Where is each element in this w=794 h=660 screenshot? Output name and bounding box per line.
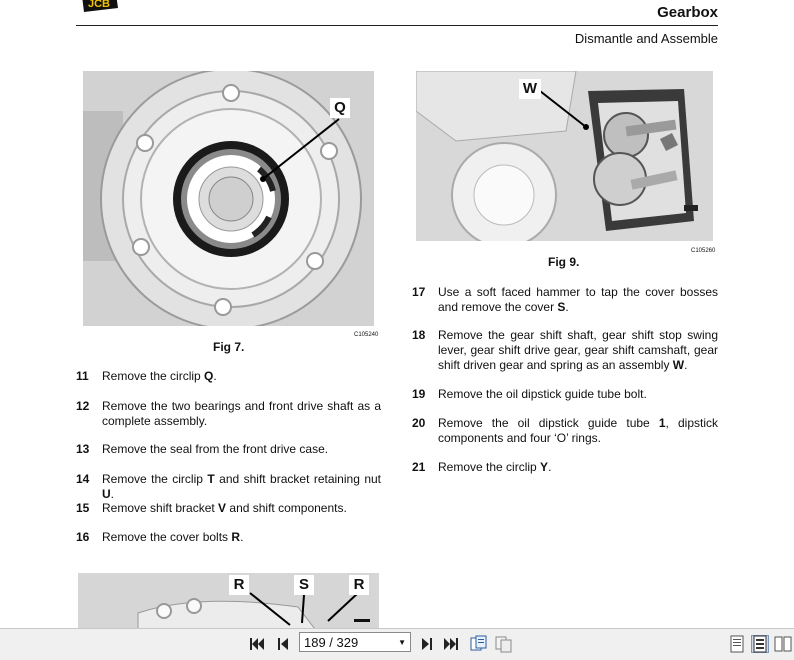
step-text-run: . [565,300,569,314]
step-text-run: . [240,530,244,544]
figure-bottom-image [78,573,379,628]
step-reference-label: R [231,530,241,544]
step-number: 21 [412,460,426,474]
figure-9-caption: Fig 9. [548,255,580,269]
step-number: 15 [76,501,90,515]
figure-7-caption: Fig 7. [213,340,245,354]
step-text [102,399,381,429]
next-page-icon [421,637,433,651]
step-text [438,285,718,315]
step-number: 12 [76,399,90,413]
dropdown-arrow-icon: ▼ [398,638,406,647]
step-text [438,416,718,446]
page-indicator: 189 / 329 [304,635,359,650]
step-text-run: Remove the circlip [102,369,205,383]
step-number: 18 [412,328,426,342]
step-text-run: . [213,369,217,383]
continuous-icon [494,635,512,653]
step-text [438,460,718,475]
first-page-button[interactable] [248,635,266,653]
callout-r-right: R [349,575,369,595]
step-text-run: . [548,460,552,474]
continuous-view-button[interactable] [751,635,769,653]
step-number: 20 [412,416,426,430]
figure-7-code: C105240 [354,332,379,338]
step-reference-label: V [218,501,227,515]
last-page-icon [443,637,459,651]
book-view-button[interactable] [774,635,792,653]
step-text-run: Remove the gear shift shaft, gear shift stop swing lever, gear shift drive gear, gear shift camshaft, gear shift driven gear and spring as an assembly [438,328,718,372]
figure-9-image [416,71,713,241]
step-reference-label: Y [540,460,549,474]
step-text-run: and shift components. [226,501,347,515]
step-text-run: and shift bracket retaining nut [214,472,381,486]
next-page-button[interactable] [418,635,436,653]
figure-9-code: C105260 [691,248,716,254]
step-reference-label: 1 [658,416,666,430]
previous-page-icon [277,637,289,651]
step-number: 17 [412,285,426,299]
step-text-run: Remove the circlip [438,460,541,474]
book-view-icon [774,635,792,653]
step-text [102,472,381,502]
step-number: 16 [76,530,90,544]
two-page-icon [470,635,488,653]
step-text-run: , dipstick components and four ‘O’ rings. [438,416,719,445]
step-text-run: Remove the circlip [102,472,208,486]
step-reference-label: T [207,472,215,486]
section-title: Gearbox [657,4,718,21]
step-number: 11 [76,369,89,383]
step-text [438,328,718,373]
last-page-button[interactable] [442,635,460,653]
callout-w: W [519,79,541,99]
previous-page-button[interactable] [274,635,292,653]
step-reference-label: W [672,358,685,372]
step-text-run: . [684,358,688,372]
step-number: 13 [76,442,90,456]
step-text-run: Remove the oil dipstick guide tube [438,416,659,430]
step-text [102,442,381,457]
step-text-run: . [110,487,115,501]
step-text [438,387,718,402]
section-subtitle: Dismantle and Assemble [574,31,718,46]
figure-7-image [83,71,374,326]
step-reference-label: S [557,300,566,314]
page-selector[interactable] [299,632,411,652]
single-page-view-icon [730,635,744,653]
jcb-logo [80,0,120,14]
callout-r-left: R [229,575,249,595]
step-reference-label: Q [204,369,214,383]
fit-page-button[interactable] [470,635,488,653]
viewer-toolbar [0,628,794,660]
step-text-run: Remove the oil dipstick guide tube bolt. [438,387,647,401]
step-text-run: Remove the two bearings and front drive shaft as a complete assembly. [102,399,381,428]
svg-text:JCB: JCB [88,0,111,10]
callout-q: Q [330,98,350,118]
step-reference-label: U [102,487,111,501]
step-text-run: Remove shift bracket [102,501,219,515]
step-text-run: Use a soft faced hammer to tap the cover bosses and remove the cover [438,285,718,314]
step-text-run: Remove the seal from the front drive case. [102,442,329,456]
step-number: 14 [76,472,90,486]
step-number: 19 [412,387,426,401]
step-text [102,501,381,516]
fit-width-button[interactable] [494,635,512,653]
first-page-icon [249,637,265,651]
header-divider [76,25,718,26]
single-page-view-button[interactable] [728,635,746,653]
step-text-run: Remove the cover bolts [102,530,232,544]
step-text [102,530,381,545]
step-text [102,369,381,384]
facing-view-icon [753,635,767,653]
callout-s: S [294,575,314,595]
